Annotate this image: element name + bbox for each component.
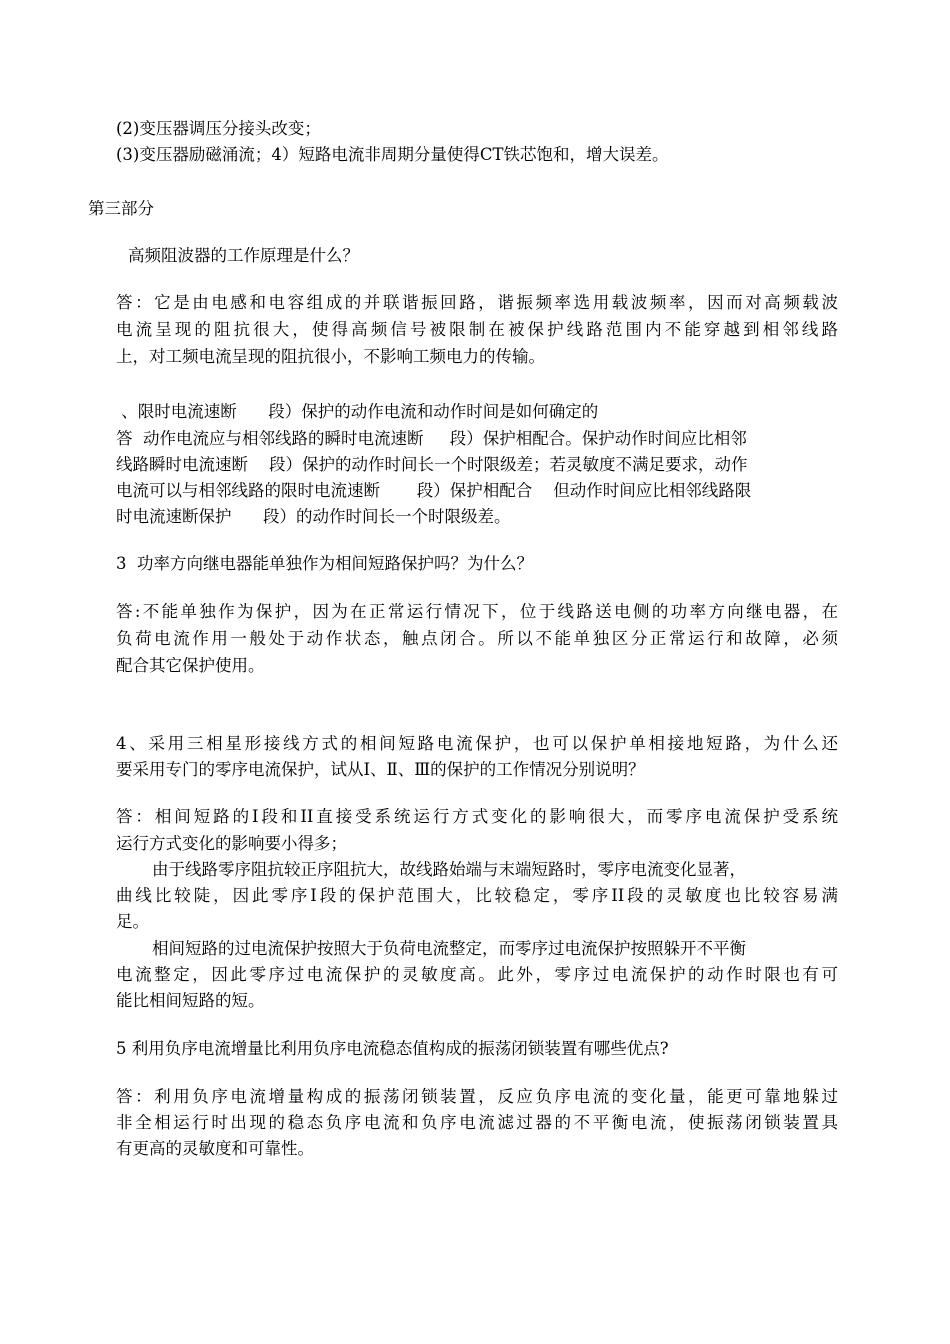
text-line: 线路瞬时电流速断 段）保护的动作时间长一个时限级差；若灵敏度不满足要求，动作 (116, 455, 748, 474)
text-line: 配合其它保护使用。 (116, 656, 265, 675)
text-line: 答：相间短路的I段和II直接受系统运行方式变化的影响很大，而零序电流保护受系统 (116, 807, 838, 826)
text-line: 非全相运行时出现的稳态负序电流和负序电流滤过器的不平衡电流，使振荡闭锁装置具 (116, 1113, 838, 1132)
text-line: 答：它是由电感和电容组成的并联谐振回路，谐振频率选用载波频率，因而对高频载波 (116, 293, 838, 312)
question-heading: 要采用专门的零序电流保护，试从Ⅰ、Ⅱ、Ⅲ的保护的工作情况分别说明？ (116, 760, 645, 779)
text-line: 上，对工频电流呈现的阻抗很小，不影响工频电力的传输。 (116, 347, 545, 366)
question-heading: 5 利用负序电流增量比利用负序电流稳态值构成的振荡闭锁装置有哪些优点? (116, 1039, 669, 1058)
question-heading: 高频阻波器的工作原理是什么？ (128, 246, 359, 265)
question-heading: 、限时电流速断 段）保护的动作电流和动作时间是如何确定的 (116, 402, 599, 421)
text-line: (3)变压器励磁涌流；4）短路电流非周期分量使得CT铁芯饱和，增大误差。 (116, 145, 669, 164)
text-line: 时电流速断保护 段）的动作时间长一个时限级差。 (116, 507, 511, 526)
text-line: 由于线路零序阻抗较正序阻抗大，故线路始端与末端短路时，零序电流变化显著， (152, 860, 746, 879)
text-line: 有更高的灵敏度和可靠性。 (116, 1139, 314, 1158)
text-line: 运行方式变化的影响要小得多； (116, 834, 347, 853)
text-line: 答 动作电流应与相邻线路的瞬时电流速断 段）保护相配合。保护动作时间应比相邻 (116, 429, 747, 448)
text-line: (2)变压器调压分接头改变； (116, 119, 321, 138)
text-line: 电流可以与相邻线路的限时电流速断 段）保护相配合 但动作时间应比相邻线路限 (116, 481, 752, 500)
text-line: 电流呈现的阻抗很大，使得高频信号被限制在被保护线路范围内不能穿越到相邻线路 (116, 320, 838, 339)
question-heading: 3 功率方向继电器能单独作为相间短路保护吗？为什么？ (116, 554, 533, 573)
text-line: 电流整定，因此零序过电流保护的灵敏度高。此外，零序过电流保护的动作时限也有可 (116, 965, 838, 984)
text-line: 曲线比较陡，因此零序I段的保护范围大，比较稳定，零序II段的灵敏度也比较容易满 (116, 886, 838, 905)
text-line: 答:不能单独作为保护，因为在正常运行情况下，位于线路送电侧的功率方向继电器，在 (116, 602, 838, 621)
text-line: 答：利用负序电流增量构成的振荡闭锁装置，反应负序电流的变化量，能更可靠地躲过 (116, 1087, 838, 1106)
text-line: 负荷电流作用一般处于动作状态，触点闭合。所以不能单独区分正常运行和故障，必须 (116, 629, 838, 648)
text-line: 足。 (116, 912, 149, 931)
question-heading: 4、采用三相星形接线方式的相间短路电流保护，也可以保护单相接地短路，为什么还 (116, 734, 838, 753)
text-line: 能比相间短路的短。 (116, 991, 265, 1010)
text-line: 相间短路的过电流保护按照大于负荷电流整定，而零序过电流保护按照躲开不平衡 (152, 939, 746, 958)
section-heading: 第三部分 (88, 199, 154, 218)
